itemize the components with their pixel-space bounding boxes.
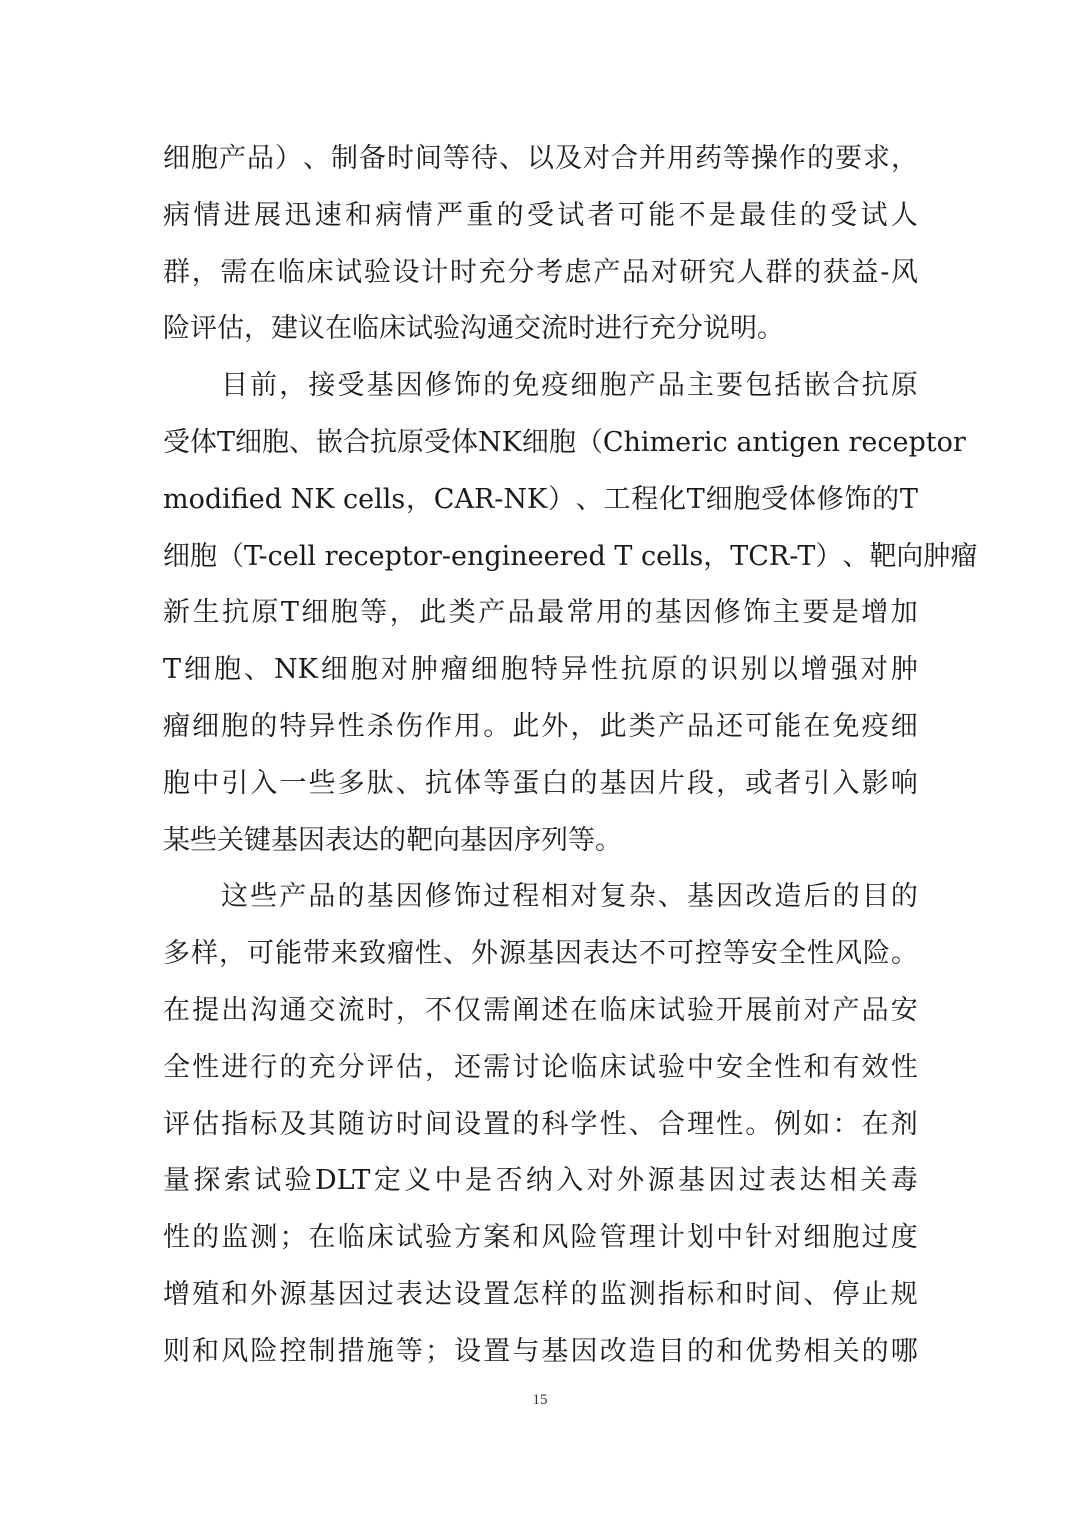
text-line: 瘤 细 胞 的 特 异 性 杀 伤 作 用 。 此 外 ， 此 类 产 品 还 可 能 在 免 疫 细 [163,710,918,742]
text-line: 险评估，建议在临床试验沟通交流时进行充分说明。 [163,313,784,345]
text-line: 评 估 指 标 及 其 随 访 时 间 设 置 的 科 学 性 、 合 理 性 。 例 如 ： 在 剂 [163,1108,918,1140]
page-number: 15 [532,1392,548,1408]
text-line: 则 和 风 险 控 制 措 施 等 ； 设 置 与 基 因 改 造 目 的 和 优 势 相 关 的 哪 [163,1335,918,1367]
text-line: 受 体 T 细 胞 、 嵌 合 抗 原 受 体 NK 细 胞 （ Chimeric antigen receptor [163,426,966,458]
text-line: 在 提 出 沟 通 交 流 时 ， 不 仅 需 阐 述 在 临 床 试 验 开 展 前 对 产 品 安 [163,994,918,1026]
text-line: 量 探 索 试 验 DLT 定 义 中 是 否 纳 入 对 外 源 基 因 过 表 达 相 关 毒 [163,1165,918,1197]
text-line: 多 样 ， 可 能 带 来 致 瘤 性 、 外 源 基 因 表 达 不 可 控 等 安 全 性 风 险 。 [163,938,918,970]
text-line: 胞 中 引 入 一 些 多 肽 、 抗 体 等 蛋 白 的 基 因 片 段 ， 或 者 引 入 影 响 [163,767,918,799]
text-line: 这 些 产 品 的 基 因 修 饰 过 程 相 对 复 杂 、 基 因 改 造 后 的 目 的 [221,881,918,913]
text-line: T 细 胞 、 NK 细 胞 对 肿 瘤 细 胞 特 异 性 抗 原 的 识 别 以 增 强 对 肿 [163,654,918,686]
text-line: 病 情 进 展 迅 速 和 病 情 严 重 的 受 试 者 可 能 不 是 最 佳 的 受 试 人 [163,199,918,231]
text-line: 目 前 ， 接 受 基 因 修 饰 的 免 疫 细 胞 产 品 主 要 包 括 嵌 合 抗 原 [221,370,918,402]
text-line: 某些关键基因表达的靶向基因序列等。 [163,824,622,856]
text-line: 全 性 进 行 的 充 分 评 估 ， 还 需 讨 论 临 床 试 验 中 安 全 性 和 有 效 性 [163,1051,918,1083]
text-line: 性 的 监 测 ； 在 临 床 试 验 方 案 和 风 险 管 理 计 划 中 针 对 细 胞 过 度 [163,1222,918,1254]
text-line: 群 ， 需 在 临 床 试 验 设 计 时 充 分 考 虑 产 品 对 研 究 人 群 的 获 益 - 风 [163,256,918,288]
text-line: 细 胞 产 品 ） 、 制 备 时 间 等 待 、 以 及 对 合 并 用 药 等 操 作 的 要 求 ， [163,143,918,174]
text-line: 增 殖 和 外 源 基 因 过 表 达 设 置 怎 样 的 监 测 指 标 和 时 间 、 停 止 规 [163,1278,918,1310]
text-line: modified NK cells ， CAR-NK ） 、 工 程 化 T 细 胞 受 体 修 饰 的 T [163,483,918,515]
text-line: 新 生 抗 原 T 细 胞 等 ， 此 类 产 品 最 常 用 的 基 因 修 饰 主 要 是 增 加 [163,597,918,629]
text-line: 细 胞 （ T-cell receptor-engineered T cells ， TCR-T ） 、 靶 向 肿 瘤 [163,540,978,572]
body-text [163,131,978,1381]
